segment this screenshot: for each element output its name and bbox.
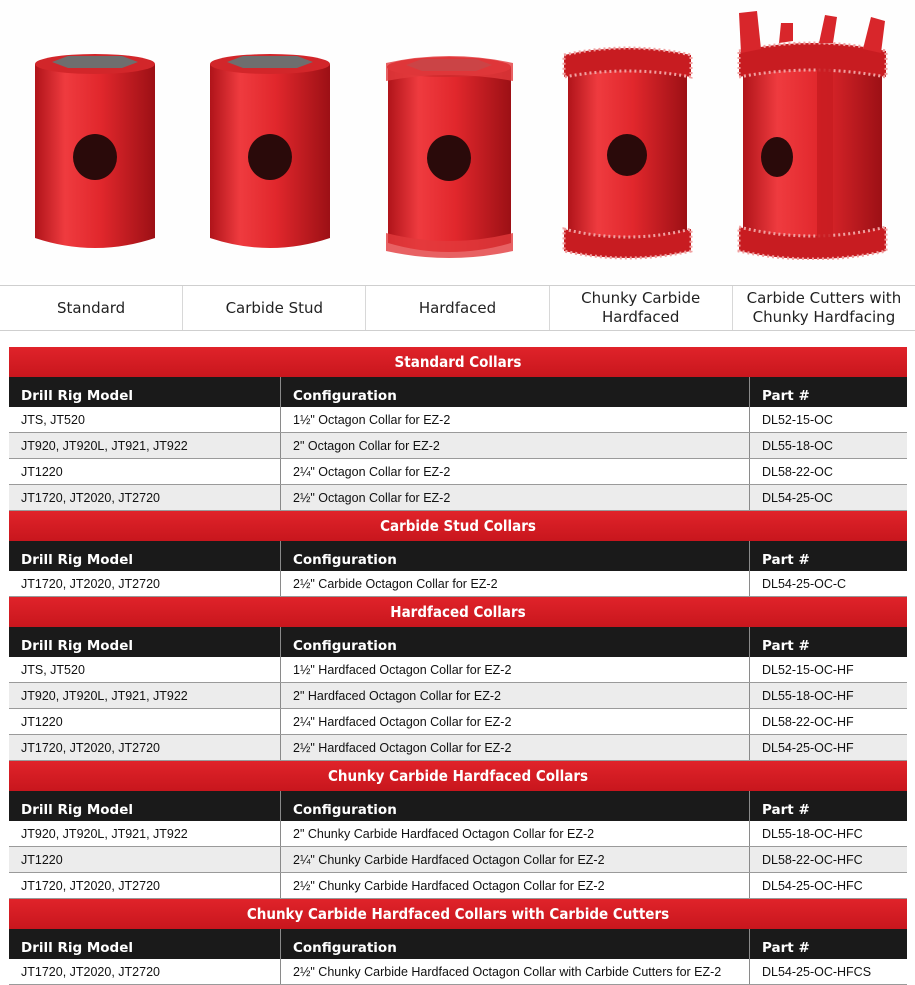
table-row	[9, 735, 907, 761]
cell-config: 2½" Octagon Collar for EZ-2	[280, 485, 749, 510]
cell-part: DL52-15-OC	[749, 407, 907, 432]
section-title: Carbide Stud Collars	[9, 511, 907, 541]
cell-config: 1½" Hardfaced Octagon Collar for EZ-2	[280, 657, 749, 682]
column-model: Drill Rig Model	[21, 802, 133, 818]
table-row	[9, 407, 907, 433]
cell-part: DL54-25-OC-HF	[749, 735, 907, 760]
cell-config: 2" Octagon Collar for EZ-2	[280, 433, 749, 458]
column-config: Configuration	[280, 541, 749, 571]
cell-part: DL54-25-OC	[749, 485, 907, 510]
cell-part: DL58-22-OC-HFC	[749, 847, 907, 872]
column-model: Drill Rig Model	[21, 940, 133, 956]
table-row	[9, 959, 907, 985]
table-header	[9, 541, 907, 571]
section-title: Hardfaced Collars	[9, 597, 907, 627]
caption-carbide-stud: Carbide Stud	[183, 286, 366, 330]
column-model: Drill Rig Model	[21, 638, 133, 654]
table-row	[9, 873, 907, 899]
table-row	[9, 485, 907, 511]
product-captions	[0, 285, 915, 331]
standard-collar-image	[30, 50, 160, 255]
caption-carbide-cutters: Carbide Cutters with Chunky Hardfacing	[746, 289, 902, 326]
cell-config: 1½" Octagon Collar for EZ-2	[280, 407, 749, 432]
column-config: Configuration	[280, 627, 749, 657]
table-row	[9, 657, 907, 683]
column-part: Part #	[749, 791, 907, 821]
caption-chunky-carbide: Chunky Carbide Hardfaced	[550, 286, 733, 330]
cell-model: JT920, JT920L, JT921, JT922	[21, 688, 188, 703]
cell-model: JTS, JT520	[21, 662, 85, 677]
cell-model: JT1720, JT2020, JT2720	[21, 878, 160, 893]
cell-config: 2¼" Octagon Collar for EZ-2	[280, 459, 749, 484]
cell-part: DL55-18-OC	[749, 433, 907, 458]
carbide-stud-collar-image	[205, 50, 335, 255]
cell-model: JT1220	[21, 852, 63, 867]
cell-model: JT1220	[21, 714, 63, 729]
table-row	[9, 571, 907, 597]
cell-config: 2¼" Chunky Carbide Hardfaced Octagon Collar for EZ-2	[280, 847, 749, 872]
column-config: Configuration	[280, 377, 749, 407]
column-config: Configuration	[280, 929, 749, 959]
column-part: Part #	[749, 627, 907, 657]
cell-config: 2" Hardfaced Octagon Collar for EZ-2	[280, 683, 749, 708]
collar-table	[9, 347, 907, 985]
cell-part: DL58-22-OC-HF	[749, 709, 907, 734]
cell-part: DL58-22-OC	[749, 459, 907, 484]
table-row	[9, 683, 907, 709]
table-row	[9, 847, 907, 873]
cell-model: JT920, JT920L, JT921, JT922	[21, 438, 188, 453]
cell-config: 2½" Carbide Octagon Collar for EZ-2	[280, 571, 749, 596]
hardfaced-collar-image	[382, 55, 517, 260]
cell-config: 2½" Chunky Carbide Hardfaced Octagon Collar with Carbide Cutters for EZ-2	[280, 959, 749, 984]
table-header	[9, 791, 907, 821]
cell-model: JT1720, JT2020, JT2720	[21, 964, 160, 979]
cell-model: JTS, JT520	[21, 412, 85, 427]
cell-part: DL55-18-OC-HFC	[749, 821, 907, 846]
table-header	[9, 377, 907, 407]
product-photos	[0, 0, 915, 282]
cell-model: JT1220	[21, 464, 63, 479]
column-part: Part #	[749, 929, 907, 959]
column-model: Drill Rig Model	[21, 388, 133, 404]
table-row	[9, 709, 907, 735]
carbide-cutters-collar-image	[735, 5, 890, 260]
caption-standard: Standard	[0, 286, 183, 330]
cell-part: DL54-25-OC-C	[749, 571, 907, 596]
cell-part: DL55-18-OC-HF	[749, 683, 907, 708]
cell-model: JT1720, JT2020, JT2720	[21, 740, 160, 755]
table-row	[9, 459, 907, 485]
table-row	[9, 821, 907, 847]
table-header	[9, 627, 907, 657]
table-header	[9, 929, 907, 959]
column-model: Drill Rig Model	[21, 552, 133, 568]
table-row	[9, 433, 907, 459]
cell-model: JT1720, JT2020, JT2720	[21, 576, 160, 591]
cell-config: 2" Chunky Carbide Hardfaced Octagon Collar for EZ-2	[280, 821, 749, 846]
cell-config: 2¼" Hardfaced Octagon Collar for EZ-2	[280, 709, 749, 734]
cell-model: JT1720, JT2020, JT2720	[21, 490, 160, 505]
cell-model: JT920, JT920L, JT921, JT922	[21, 826, 188, 841]
column-part: Part #	[749, 377, 907, 407]
cell-part: DL54-25-OC-HFC	[749, 873, 907, 898]
section-title: Chunky Carbide Hardfaced Collars	[9, 761, 907, 791]
cell-config: 2½" Hardfaced Octagon Collar for EZ-2	[280, 735, 749, 760]
cell-part: DL54-25-OC-HFCS	[749, 959, 907, 984]
column-config: Configuration	[280, 791, 749, 821]
cell-part: DL52-15-OC-HF	[749, 657, 907, 682]
column-part: Part #	[749, 541, 907, 571]
chunky-carbide-collar-image	[560, 45, 695, 260]
section-title: Chunky Carbide Hardfaced Collars with Carbide Cutters	[9, 899, 907, 929]
caption-hardfaced: Hardfaced	[366, 286, 549, 330]
cell-config: 2½" Chunky Carbide Hardfaced Octagon Collar for EZ-2	[280, 873, 749, 898]
section-title: Standard Collars	[9, 347, 907, 377]
